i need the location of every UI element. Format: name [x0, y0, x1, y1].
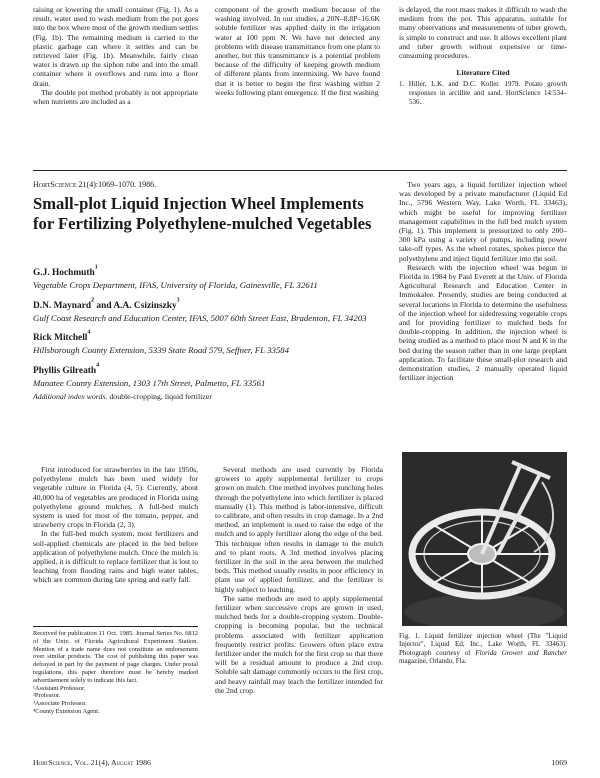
- journal-reference: HortScience 21(4):1069–1070. 1986.: [33, 180, 157, 189]
- injection-wheel-photo: [402, 452, 567, 626]
- footnote: ²Professor.: [33, 692, 61, 700]
- figure-caption-source: Florida Grower and Rancher: [475, 648, 568, 657]
- index-words-label: Additional index words.: [33, 392, 108, 402]
- footnote-divider: [33, 626, 198, 627]
- literature-ref: 1. Hiller, L.K. and D.C. Koller. 1979. Potato growth responses in arcillite and sand. HortScience 14:534–536.: [399, 80, 567, 106]
- right-column-text: [399, 180, 567, 382]
- page-number: 1069: [551, 758, 567, 767]
- author-sup: 1: [94, 264, 98, 271]
- footnote: ³Associate Professor.: [33, 700, 87, 708]
- body-column-1: [33, 465, 198, 585]
- article-title: Small-plot Liquid Injection Wheel Implements for Fertilizing Polyethylene-mulched Vegetables: [33, 194, 372, 233]
- author-name: Phyllis Gilreath: [33, 365, 97, 376]
- author-sup: 4: [87, 329, 91, 336]
- prev-col1-p2: The double pot method probably is not appropriate when nutrients are included as a: [33, 87, 198, 107]
- author-affiliation: Vegetable Crops Department, IFAS, University of Florida, Gainesville, FL 32611: [33, 280, 318, 290]
- prev-col3-text: is delayed, the root mass makes it difficult to wash the medium from the pot. This apparatus, suitable for many observations and measurements of tuber growth, is simple to construct and use. It allows excellent plant and tuber growth without expensive or time-consuming procedures.: [399, 5, 567, 61]
- body-column-2: [215, 465, 383, 695]
- figure-caption-end: magazine, Orlando, Fla.: [399, 657, 467, 666]
- footer-journal: HortScience, Vol. 21(4), August 1986: [33, 758, 151, 767]
- author-sup: 4: [96, 362, 100, 369]
- body-col2-p2: The same methods are used to apply supplemental fertilizer when successive crops are grown in used, mulched beds for a double-cropping system. Double-cropping is becoming popular, but the technical problems associated with fertilizer application frequently restrict profits. Growers often place extra fertilizer under the mulch for the first crop so that there will be a residual amount to produce a 2nd crop. Soluble salt damage commonly occurs to the first crop, and heavy rainfall may leach the fertilizer intended for the 2nd crop.: [215, 593, 383, 695]
- author-sup: 2: [91, 297, 95, 304]
- section-divider: [33, 170, 567, 171]
- author-name: D.N. Maynard: [33, 300, 92, 311]
- footnote: Received for publication 11 Oct. 1985. Journal Series No. 6812 of the Univ. of Florida Agricultural Experiment Station. Mention of a trade name does not constitute an endorsement over similar products. The cost of publishing this paper was defrayed in part by the payment of page charges. Under postal regulations, this paper therefore must be hereby marked advertisement solely to indicate this fact.: [33, 630, 198, 684]
- figure-photo: [402, 452, 567, 626]
- author-entry: [33, 295, 383, 324]
- prev-col1-text: raising or lowering the small container (Fig. 1). As a result, water used to wash medium from the pot goes into the box where most of the growth medium settles (Fig. 1b). The remaining medium is carried to the plastic garbage can where it settles and can be retrieved later (Fig. 1b). Meanwhile, fairly clean water is drawn up the siphon tube and into the small container where it overflows and runs into a floor drain.: [33, 5, 198, 88]
- author-name: Rick Mitchell: [33, 333, 88, 344]
- footnote: ⁴County Extension Agent.: [33, 707, 100, 715]
- author-affiliation: Hillsborough County Extension, 5339 State Road 579, Seffner, FL 33584: [33, 345, 290, 356]
- author-name-2: and A.A. Csizinszky: [94, 300, 177, 311]
- prev-article-col1: [33, 5, 198, 106]
- prev-col2-text: component of the growth medium because of the washing involved. In our studies, a 20N–8.8P–16.6K soluble fertilizer was applied daily in the irrigation water at 100 ppm N. We have not detected any problems with disease transmittance from one plant to another, but this transmittance is a potential problem because of the difficulty of keeping growth medium of different plants from intermixing. We have found that it is better to begin the first washing within 2 weeks following plant emergence. If the first washing: [215, 5, 380, 97]
- author-sup: 3: [176, 297, 180, 304]
- author-affiliation: Manatee County Extension, 1303 17th Street, Palmetto, FL 33561: [33, 377, 266, 388]
- author-entry: [33, 360, 383, 389]
- footnotes: [33, 630, 198, 716]
- author-entry: [33, 262, 383, 291]
- authors-block: [33, 262, 383, 401]
- body-col1-p2: In the full-bed mulch system, most fertilizers and soil-applied chemicals are placed in the bed before application of polyethylene mulch. Once the mulch is applied, it is difficult to replace fertilizer that is lost to leaching from flooding rains and high water tables, which are common during late spring and early fall.: [33, 529, 198, 585]
- figure-caption-label: Fig. 1.: [399, 632, 421, 640]
- author-name: G.J. Hochmuth: [33, 268, 95, 278]
- body-col2-p1: Several methods are used currently by Florida growers to apply supplemental fertilizer to crops grown on mulch. One method involves punching holes through the polyethylene into which fertilizer is placed manually (1). This method is labor-intensive, difficult to calibrate, and often results in crop damage. In a 2nd method, an implement is used to raise the edge of the mulch and to apply fertilizer along the edge of the bed. This technique often results in damage to the mulch and to plant roots. A 3rd method involves placing fertilizer in the soil in the area between the mulched beds. This method usually results in poor efficiency in plant use of applied fertilizer, and the fertilizer is highly subject to leaching.: [215, 465, 383, 594]
- figure-caption-text: Liquid fertilizer injection wheel (The "Liquid Injector", Liquid Ed, Inc., Lake Worth, FL 33463). Photograph courtesy of: [399, 632, 568, 657]
- literature-cited-heading: Literature Cited: [456, 68, 510, 78]
- figure-caption: [399, 632, 567, 666]
- author-entry: [33, 327, 383, 356]
- prev-article-col3: [399, 5, 567, 106]
- author-affiliation: Gulf Coast Research and Education Center, IFAS, 5007 60th Street East, Bradenton, FL 34203: [33, 312, 367, 323]
- prev-article-col2: [215, 5, 380, 97]
- right-col-p2: Research with the injection wheel was begun in Florida in 1984 by Paul Everett at the Univ. of Florida Agricultural Research and Education Center in Immokalee. Presently, studies are being conducted at several locations in Florida to determine the usefulness of the injection wheel for sidedressing vegetable crops and for providing fertilizer to mulched beds for double-cropping. In addition, the injection wheel is being studied as a method to place most N and K in the bed during the season rather than in one large preplant application. To facilitate these small-plot research and demonstration studies, 2 manually operated liquid fertilizer injection: [399, 262, 567, 383]
- right-col-p1: Two years ago, a liquid fertilizer injection wheel was developed by a private manufacturer (Liquid Ed Inc., 5796 Western Way, Lake Worth, FL 33463), which might be useful for improving fertilizer management capabilities in the full bed mulch system (Fig. 1). This implement is pressurized to only 200–300 kPa using a variety of pumps, including power take-off types. As the wheel rotates, spokes pierce the polyethylene and inject liquid fertilizer into the soil.: [399, 180, 567, 263]
- body-col1-p1: First introduced for strawberries in the late 1950s, polyethylene mulch has been used widely for vegetable culture in Florida (4, 5). Currently, about 40,000 ha of vegetables are produced in Florida using polyethylene ground mulches. A full-bed mulch system is used for most of the tomato, pepper, and strawberry crops in Florida (2, 3).: [33, 465, 198, 530]
- index-words: [33, 392, 383, 401]
- index-words-text: double-cropping, liquid fertilizer: [109, 392, 212, 402]
- footnote: ¹Assistant Professor.: [33, 684, 86, 692]
